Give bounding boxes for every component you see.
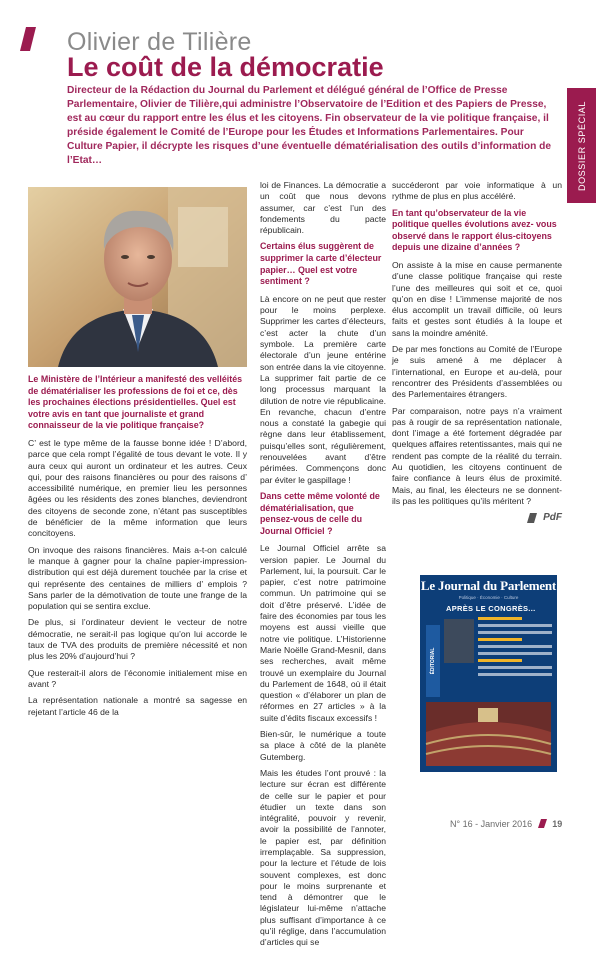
issue-label: N° 16 - Janvier 2016	[450, 819, 533, 829]
article-title: Le coût de la démocratie	[67, 52, 384, 82]
paragraph: De plus, si l’ordinateur devient le vecteur de notre démocratie, ne serait-il pas logique qu’on lui accorde le taux de TVA des produits de première nécessité et non plus les 20% d’aujourd’hui ?	[28, 617, 247, 662]
paragraph: Là encore on ne peut que rester pour le moins perplexe. Supprimer les cartes d’électeurs, c’est acter la chute d’un symbole. La première carte électorale d’un jeune entérine son entrée dans la vie citoyenne. La supprimer fait partie de ce long processus marquant la dilution de notre vie républicaine. En revanche, chacun d’entre nous a constaté la gabegie qui règne dans leur établissement, puisqu’elles sont, régulièrement, renouvelées avant d’être périmées. Commençons donc par éviter le gaspillage !	[260, 293, 386, 485]
paragraph: Mais les études l’ont prouvé : la lecture sur écran est différente de celle sur le papier et pour étudier un texte dans son intégralité, pouvoir y revenir, avoir la possibilité de l’annoter, le papier est, par définition irremplaçable. Sa suppression, pour la lecture et l’étude de lois souvent complexes, est donc pour le moins surprenante et tend à démontrer que le législateur lui-même n’attache plus suffisant d’importance à ce qu’il réglige, dans l’accumulation d’articles qui se	[260, 767, 386, 948]
column-2	[260, 180, 386, 954]
paragraph: succéderont par voie informatique à un rythme de plus en plus accéléré.	[392, 180, 562, 202]
cover-portrait	[444, 619, 474, 663]
cover-subtitle: Politique · Économie · Culture	[458, 595, 519, 600]
journal-cover-image	[420, 575, 557, 772]
article-intro: Directeur de la Rédaction du Journal du Parlement et délégué général de l’Office de Presse Parlementaire, Olivier de Tilière,qui administre l’Observatoire de l’Edition et des Papiers de Presse, est au cœur du rapport entre les élus et les citoyens. Fin observateur de la vie politique française, il préside également le Comité de l’Europe pour les Études et Informations Parlementaires. Pour Culture Papier, il décrypte les risques d’une éventuelle dématérialisation des outils d’information de l’Etat…	[67, 85, 552, 167]
paragraph: On invoque des raisons financières. Mais a-t-on calculé le manque à gagner pour la chaîne papier-impression-distribution qui est déjà durement touchée par la crise et qui représente des centaines de milliers d’ emplois ? Sans parler de la démotivation de toute une frange de la population qui se sentira exclue.	[28, 544, 247, 612]
cover-headline: APRÈS LE CONGRÈS...	[446, 604, 536, 613]
paragraph: La représentation nationale a montré sa sagesse en rejetant l’article 46 de la	[28, 695, 247, 717]
cover-text-lines	[478, 617, 552, 680]
signature	[392, 512, 562, 523]
signature-slash-icon	[527, 513, 537, 523]
cover-title: Le Journal du Parlement	[420, 578, 557, 593]
cover-assembly-photo	[426, 702, 551, 766]
question-4: En tant qu’observateur de la vie politique quelles évolutions avez- vous observé dans le rapport élus-citoyens depuis une dizaine d’années ?	[392, 207, 557, 253]
paragraph: Le Journal Officiel arrête sa version papier. Le Journal du Parlement, lui, la poursuit. Car le papier, c’est notre patrimoine commun. Un patrimoine qui se doit d’être préservé. L’idée de faire des économies par tous les moyens est aussi vieille que notre vie politique. L’Historienne Marie Noëlle Grand-Mesnil, dans ses recherches, avait même trouvé un exemplaire du Journal du Parlement de 1648, où il était question « d’élaborer un plan de réformes en 27 articles » à la suite d’édits fiscaux excessifs !	[260, 543, 386, 723]
paragraph: On assiste à la mise en cause permanente d’une classe politique française qui reste l’une des meilleures qui soit et ce, quoi qu’on en dise ! L’immense majorité de nos élus accomplit un travail difficile, où leurs faits et gestes sont étudiés à la loupe et sans la moindre aménité.	[392, 259, 562, 338]
paragraph: Bien-sûr, le numérique a toute sa place à côté de la planète Gutemberg.	[260, 729, 386, 762]
paragraph: Que resterait-il alors de l’économie initialement mise en avant ?	[28, 667, 247, 689]
title-slash-icon	[20, 27, 36, 51]
question-2: Certains élus suggèrent de supprimer la carte d’électeur papier… Quel est votre sentiment ?	[260, 241, 382, 287]
page-number: 19	[552, 819, 563, 829]
signature-initials: PdF	[543, 512, 562, 524]
section-tab	[567, 88, 596, 203]
page-footer	[450, 819, 590, 839]
cover-side-label: ÉDITORIAL	[430, 647, 436, 675]
paragraph: loi de Finances. La démocratie a un coût que nous devons assumer, car c’est l’un des fondements du pacte républicain.	[260, 180, 386, 236]
author-name: Olivier de Tilière	[67, 28, 252, 56]
cover-side-band	[426, 625, 440, 697]
question-1: Le Ministère de l’Intérieur a manifesté des velléités de dématérialiser les professions de foi et ce, dès les prochaines élections présidentielles. Quel est votre avis en tant que journaliste et grand connaisseur de la vie politique française?	[28, 374, 243, 431]
paragraph: De par mes fonctions au Comité de l’Europe je suis amené à me déplacer à l’international, en Europe et au-delà, pour rencontrer des Présidents d’assemblées ou des Parlementaires étrangers.	[392, 344, 562, 400]
author-portrait-photo	[28, 187, 247, 367]
section-tab-label: DOSSIER SPÉCIAL	[576, 100, 587, 191]
paragraph: C’ est le type même de la fausse bonne idée ! D’abord, parce que cela rompt l’égalité de tous devant le vote. Il y aura ceux qui auront un ordinateur et les autres. Ceux qui, pour des raisons financières ou pour des raisons d’ accessibilité numérique, en premier lieu les personnes âgées ou les résidents des zones blanches, deviendront des citoyens de seconde zone, n’étant pas susceptibles de bénéficier de la même information que leurs concitoyens.	[28, 437, 247, 539]
column-1	[28, 374, 247, 723]
footer-slash-icon	[538, 819, 547, 828]
question-3: Dans cette même volonté de dématérialisation, que pensez-vous de celle du Journal Officiel ?	[260, 490, 380, 536]
column-3	[392, 180, 562, 524]
paragraph: Par comparaison, notre pays n’a vraiment pas à rougir de sa représentation nationale, dont l’image a été fortement dégradée par quelques affaires retentissantes, mais qui ne rendent pas compte de la réalité du terrain. Au quotidien, les citoyens continuent de faire confiance à leurs élus de proximité. Mais, au final, les électeurs ne se donnent-ils pas les politiques qu’ils méritent ?	[392, 405, 562, 506]
